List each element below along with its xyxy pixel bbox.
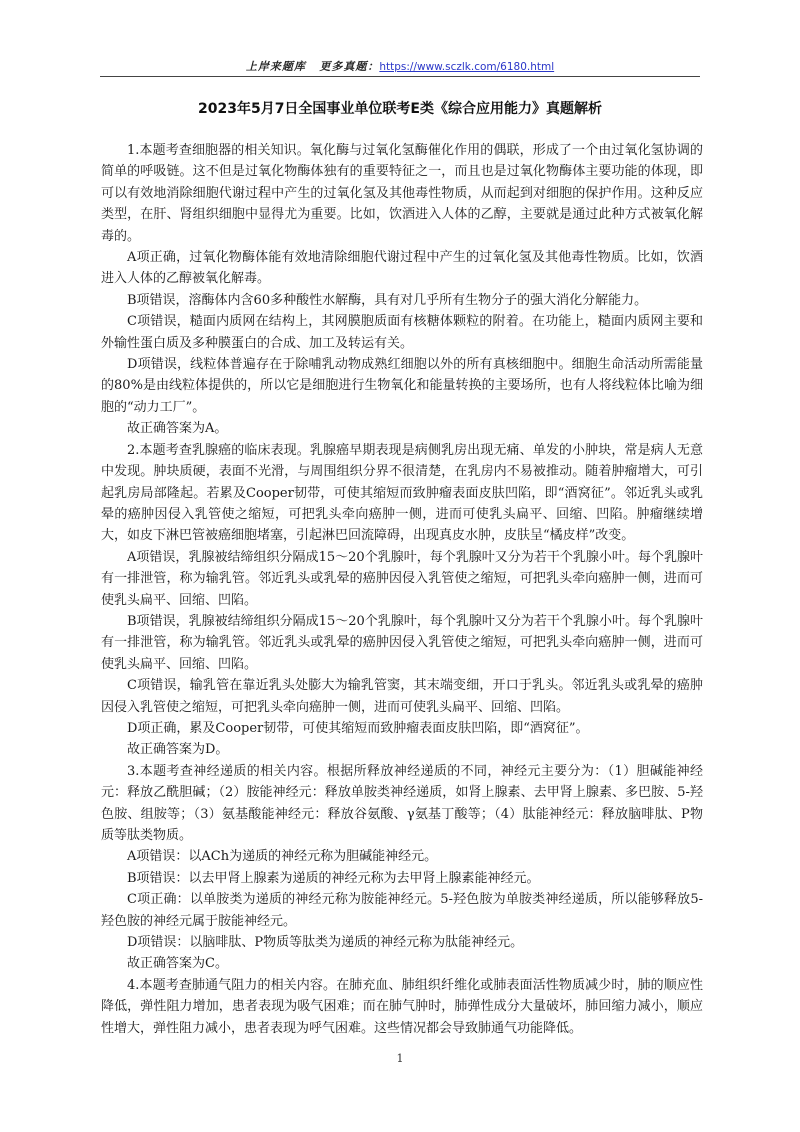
document-body: [101, 140, 703, 1039]
paragraph: 故正确答案为D。: [127, 742, 229, 758]
paragraph: D项错误，线粒体普遍存在于除哺乳动物成熟红细胞以外的所有真核细胞中。细胞生命活动所需能量的80%是由线粒体提供的，所以它是细胞进行生物氧化和能量转换的主要场所，也有人将线粒体比喻为细胞的“动力工厂”。: [101, 357, 703, 415]
paragraph: C项错误，糙面内质网在结构上，其网膜胞质面有核糖体颗粒的附着。在功能上，糙面内质网主要和外输性蛋白质及多种膜蛋白的合成、加工及转运有关。: [101, 314, 703, 351]
paragraph: A项错误：以ACh为递质的神经元称为胆碱能神经元。: [127, 849, 438, 865]
paragraph: A项正确，过氧化物酶体能有效地清除细胞代谢过程中产生的过氧化氢及其他毒性物质。比如，饮酒进入人体的乙醇被氧化解毒。: [101, 250, 703, 287]
paragraph: 1.本题考查细胞器的相关知识。氧化酶与过氧化氢酶催化作用的偶联，形成了一个由过氧化氢协调的简单的呼吸链。这不但是过氧化物酶体独有的重要特征之一，而且也是过氧化物酶体主要功能的体现，即可以有效地消除细胞代谢过程中产生的过氧化氢及其他毒性物质，从而起到对细胞的保护作用。这种反应类型，在肝、肾组织细胞中显得尤为重要。比如，饮酒进入人体的乙醇，主要就是通过此种方式被氧化解毒的。: [101, 143, 703, 244]
document-title: 2023年5月7日全国事业单位联考E类《综合应用能力》真题解析: [197, 101, 602, 117]
header-more-label: 更多真题：: [319, 60, 380, 73]
paragraph: C项错误，输乳管在靠近乳头处膨大为输乳管窦，其末端变细，开口于乳头。邻近乳头或乳晕的癌肿因侵入乳管使之缩短，可把乳头牵向癌肿一侧，进而可使乳头扁平、回缩、凹陷。: [101, 678, 703, 715]
header-url-link[interactable]: https://www.sczlk.com/6180.html: [379, 61, 555, 73]
paragraph: 故正确答案为A。: [127, 421, 228, 437]
paragraph: 4.本题考查肺通气阻力的相关内容。在肺充血、肺组织纤维化或肺表面活性物质减少时，肺的顺应性降低，弹性阻力增加，患者表现为吸气困难；而在肺气肿时，肺弹性成分大量破坏，肺回缩力减小，顺应性增大，弹性阻力减小，患者表现为呼气困难。这些情况都会导致肺通气功能降低。: [101, 977, 703, 1036]
paragraph: D项错误：以脑啡肽、P物质等肽类为递质的神经元称为肽能神经元。: [127, 935, 524, 951]
page-number: 1: [396, 1052, 404, 1065]
paragraph: 故正确答案为C。: [127, 956, 228, 972]
page-header: [0, 58, 800, 74]
paragraph: D项正确，累及Cooper韧带，可使其缩短而致肿瘤表面皮肤凹陷，即“酒窝征”。: [127, 720, 589, 736]
header-divider: [100, 76, 700, 77]
paragraph: 2.本题考查乳腺癌的临床表现。乳腺癌早期表现是病侧乳房出现无痛、单发的小肿块，常是病人无意中发现。肿块质硬，表面不光滑，与周围组织分界不很清楚，在乳房内不易被推动。随着肿瘤增大，可引起乳房局部隆起。若累及Cooper韧带，可使其缩短而致肿瘤表面皮肤凹陷，即“酒窝征”。邻近乳头或乳晕的癌肿因侵入乳管使之缩短，可把乳头牵向癌肿一侧，进而可使乳头扁平、回缩、凹陷。肿瘤继续增大，如皮下淋巴管被癌细胞堵塞，引起淋巴回流障碍，出现真皮水肿，皮肤呈“橘皮样”改变。: [101, 442, 703, 544]
paragraph: C项正确：以单胺类为递质的神经元称为胺能神经元。5-羟色胺为单胺类神经递质，所以能够释放5-羟色胺的神经元属于胺能神经元。: [101, 892, 703, 929]
paragraph: 3.本题考查神经递质的相关内容。根据所释放神经递质的不同，神经元主要分为：（1）胆碱能神经元：释放乙酰胆碱；（2）胺能神经元：释放单胺类神经递质，如肾上腺素、去甲肾上腺素、多巴胺、5-羟色胺、组胺等；（3）氨基酸能神经元：释放谷氨酸、γ氨基丁酸等；（4）肽能神经元：释放脑啡肽、P物质等肽类物质。: [101, 763, 703, 843]
paragraph: B项错误，乳腺被结缔组织分隔成15～20个乳腺叶，每个乳腺叶又分为若干个乳腺小叶。每个乳腺叶有一排泄管，称为输乳管。邻近乳头或乳晕的癌肿因侵入乳管使之缩短，可把乳头牵向癌肿一侧，进而可使乳头扁平、回缩、凹陷。: [101, 613, 703, 672]
paragraph: A项错误，乳腺被结缔组织分隔成15～20个乳腺叶，每个乳腺叶又分为若干个乳腺小叶。每个乳腺叶有一排泄管，称为输乳管。邻近乳头或乳晕的癌肿因侵入乳管使之缩短，可把乳头牵向癌肿一侧，进而可使乳头扁平、回缩、凹陷。: [101, 549, 703, 608]
header-brand: 上岸来题库: [245, 60, 306, 73]
paragraph: B项错误：以去甲肾上腺素为递质的神经元称为去甲肾上腺素能神经元。: [127, 870, 540, 886]
paragraph: B项错误，溶酶体内含60多种酸性水解酶，具有对几乎所有生物分子的强大消化分解能力。: [127, 292, 648, 308]
